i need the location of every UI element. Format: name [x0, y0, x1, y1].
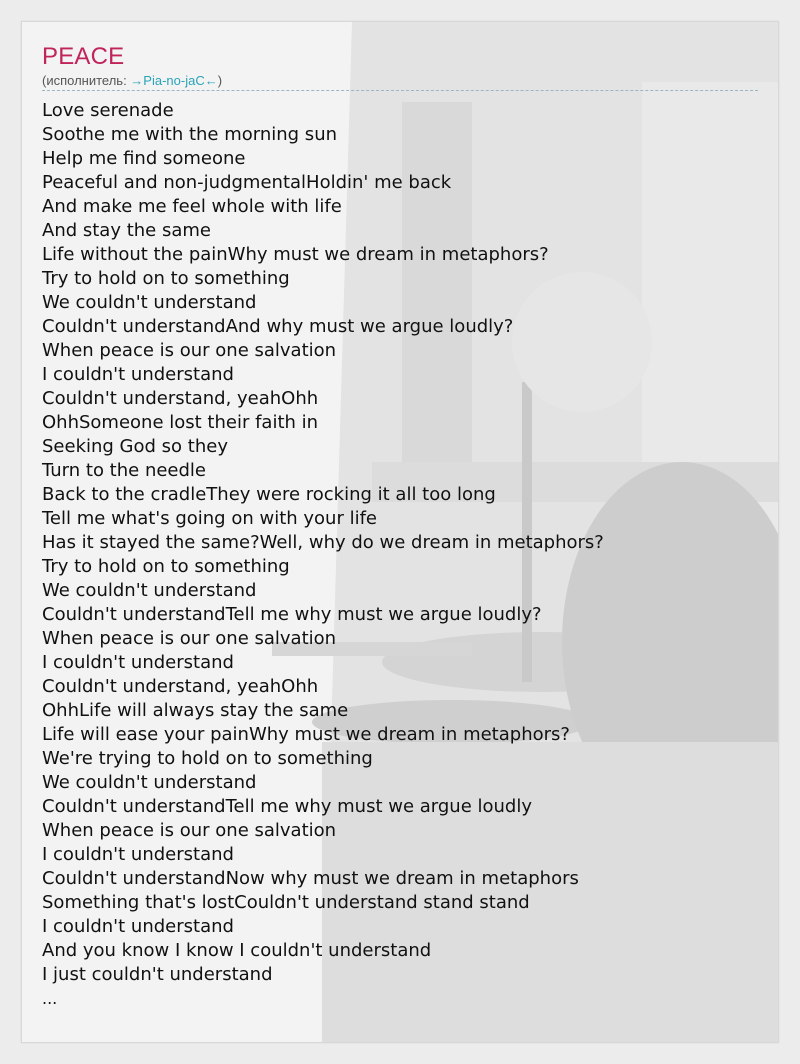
lyric-line: Couldn't understandNow why must we dream in metaphors	[42, 868, 579, 889]
lyric-line: Couldn't understand, yeahOhh	[42, 676, 319, 697]
lyric-line: And stay the same	[42, 220, 211, 241]
lyric-line: Has it stayed the same?Well, why do we dream in metaphors?	[42, 532, 604, 553]
lyric-line: Turn to the needle	[42, 460, 206, 481]
lyric-line: Help me find someone	[42, 148, 246, 169]
lyric-line: I just couldn't understand	[42, 964, 273, 985]
lyric-line: Soothe me with the morning sun	[42, 124, 338, 145]
lyric-line: Seeking God so they	[42, 436, 228, 457]
lyric-line: And make me feel whole with life	[42, 196, 342, 217]
lyric-line: We couldn't understand	[42, 292, 257, 313]
lyric-line: I couldn't understand	[42, 844, 234, 865]
more-ellipsis: ...	[42, 989, 58, 1008]
lyric-line: Couldn't understandTell me why must we argue loudly?	[42, 604, 542, 625]
lyric-line: Tell me what's going on with your life	[42, 508, 377, 529]
lyric-line: Life without the painWhy must we dream in metaphors?	[42, 244, 549, 265]
lyric-line: Life will ease your painWhy must we dream in metaphors?	[42, 724, 570, 745]
lyric-line: Something that's lostCouldn't understand stand stand	[42, 892, 530, 913]
artist-suffix: )	[217, 73, 223, 88]
lyric-line: Love serenade	[42, 100, 174, 121]
lyric-line: Try to hold on to something	[42, 556, 290, 577]
lyric-line: When peace is our one salvation	[42, 820, 337, 841]
lyric-line: I couldn't understand	[42, 916, 234, 937]
lyric-line: Couldn't understand, yeahOhh	[42, 388, 319, 409]
lyrics-list	[42, 99, 758, 987]
lyric-line: OhhLife will always stay the same	[42, 700, 349, 721]
lyric-line: Couldn't understandAnd why must we argue loudly?	[42, 316, 514, 337]
lyric-line: We couldn't understand	[42, 772, 257, 793]
artist-link[interactable]: →Pia-no-jaC←	[130, 73, 218, 88]
lyric-line: When peace is our one salvation	[42, 628, 337, 649]
lyric-line: We couldn't understand	[42, 580, 257, 601]
lyric-line: I couldn't understand	[42, 652, 234, 673]
lyric-line: I couldn't understand	[42, 364, 234, 385]
artist-line	[42, 72, 758, 91]
lyrics-card	[21, 21, 779, 1043]
lyric-line: OhhSomeone lost their faith in	[42, 412, 319, 433]
lyric-line: Couldn't understandTell me why must we argue loudly	[42, 796, 532, 817]
lyric-line: When peace is our one salvation	[42, 340, 337, 361]
lyric-line: And you know I know I couldn't understand	[42, 940, 432, 961]
artist-prefix: (исполнитель:	[42, 73, 131, 88]
lyric-line: Peaceful and non-judgmentalHoldin' me back	[42, 172, 452, 193]
lyric-line: Back to the cradleThey were rocking it all too long	[42, 484, 496, 505]
lyric-line: We're trying to hold on to something	[42, 748, 373, 769]
lyric-line: Try to hold on to something	[42, 268, 290, 289]
lyrics-content	[42, 42, 758, 1011]
song-title: PEACE	[42, 43, 125, 70]
